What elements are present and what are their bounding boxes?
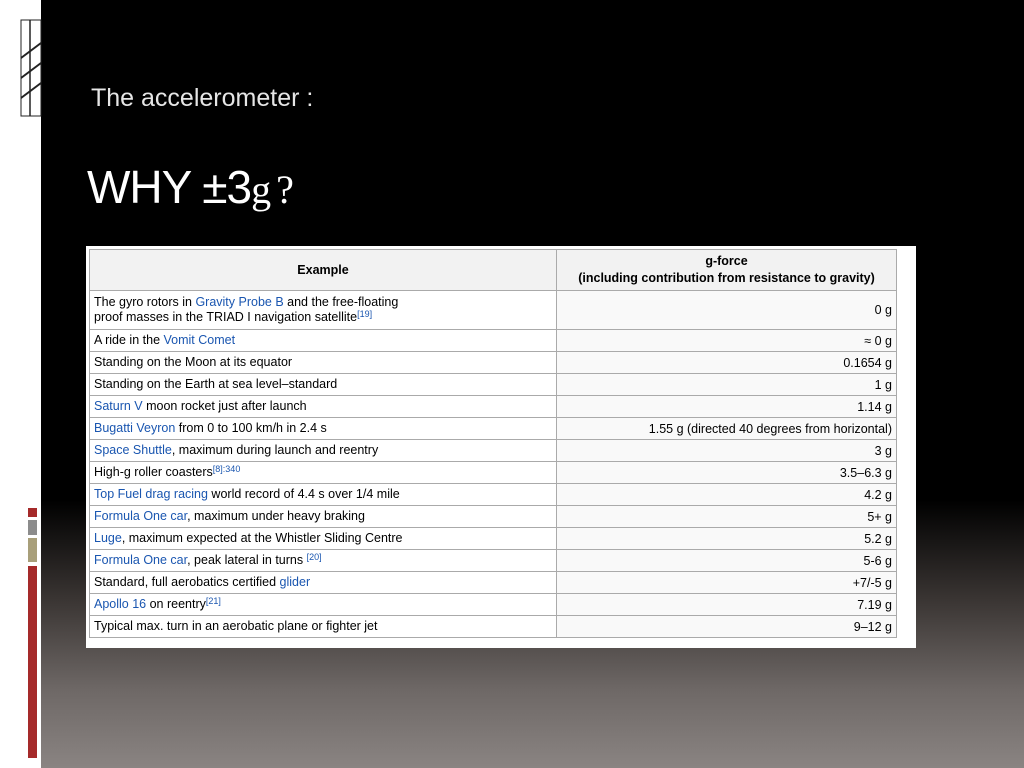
gforce-cell: 7.19 g <box>557 594 897 616</box>
gforce-cell: 5+ g <box>557 506 897 528</box>
example-text: , maximum expected at the Whistler Sliding Centre <box>121 531 403 545</box>
example-text: from 0 to 100 km/h in 2.4 s <box>175 421 327 435</box>
gforce-cell: +7/-5 g <box>557 572 897 594</box>
example-cell <box>90 462 557 484</box>
table-row <box>90 462 897 484</box>
gforce-cell: 0.1654 g <box>557 352 897 374</box>
gforce-table <box>89 249 897 638</box>
table-row <box>90 528 897 550</box>
table-row <box>90 572 897 594</box>
example-cell <box>90 572 557 594</box>
example-cell <box>90 291 557 330</box>
left-accent-bar <box>28 508 37 758</box>
example-text-line2: proof masses in the TRIAD I navigation satellite <box>94 310 358 324</box>
example-text: , maximum during launch and reentry <box>171 443 379 457</box>
example-link[interactable]: glider <box>279 575 311 589</box>
window-pane-icon <box>20 18 42 118</box>
accent-red-top <box>28 508 37 517</box>
gforce-table-image <box>86 246 916 648</box>
example-text: Typical max. turn in an aerobatic plane or fighter jet <box>94 619 378 633</box>
example-link[interactable]: Bugatti Veyron <box>94 421 176 435</box>
title-main: WHY ±3 <box>87 161 252 213</box>
table-row <box>90 374 897 396</box>
example-text: The gyro rotors in <box>94 295 196 309</box>
example-cell <box>90 330 557 352</box>
example-cell <box>90 440 557 462</box>
accent-red-long <box>28 566 37 758</box>
gforce-cell: 3 g <box>557 440 897 462</box>
accent-khaki-block <box>28 538 37 562</box>
example-link[interactable]: Luge <box>94 531 122 545</box>
gforce-cell: 9–12 g <box>557 616 897 638</box>
table-row <box>90 418 897 440</box>
table-row <box>90 440 897 462</box>
table-row <box>90 616 897 638</box>
example-text: Standing on the Moon at its equator <box>94 355 293 369</box>
gforce-cell: 1 g <box>557 374 897 396</box>
example-link[interactable]: Formula One car <box>94 509 188 523</box>
slide-title <box>87 160 293 214</box>
example-text: moon rocket just after launch <box>142 399 307 413</box>
example-cell <box>90 374 557 396</box>
table-row <box>90 330 897 352</box>
header-gforce <box>557 250 897 291</box>
gforce-cell: 1.55 g (directed 40 degrees from horizontal) <box>557 418 897 440</box>
gforce-cell: ≈ 0 g <box>557 330 897 352</box>
gforce-cell: 5.2 g <box>557 528 897 550</box>
example-cell <box>90 396 557 418</box>
table-row <box>90 506 897 528</box>
example-link[interactable]: Vomit Comet <box>163 333 236 347</box>
example-cell <box>90 616 557 638</box>
example-link[interactable]: Top Fuel drag racing <box>94 487 208 501</box>
table-row <box>90 484 897 506</box>
header-example: Example <box>90 250 557 291</box>
example-text: on reentry <box>146 597 206 611</box>
table-row <box>90 291 897 330</box>
example-cell <box>90 352 557 374</box>
header-gforce-line2: (including contribution from resistance to gravity) <box>578 271 875 285</box>
slide-subtitle: The accelerometer : <box>91 84 314 112</box>
example-text: and the free-floating <box>283 295 399 309</box>
example-cell <box>90 484 557 506</box>
example-link[interactable]: Saturn V <box>94 399 143 413</box>
example-text: , maximum under heavy braking <box>187 509 365 523</box>
header-gforce-line1: g-force <box>705 254 748 268</box>
example-cell <box>90 506 557 528</box>
example-text: world record of 4.4 s over 1/4 mile <box>207 487 400 501</box>
example-link[interactable]: Space Shuttle <box>94 443 172 457</box>
gforce-cell: 0 g <box>557 291 897 330</box>
citation-link[interactable]: [8]:340 <box>212 464 241 474</box>
citation-link[interactable]: [20] <box>306 552 322 562</box>
title-unit: g <box>251 167 271 212</box>
table-row <box>90 594 897 616</box>
example-link[interactable]: Formula One car <box>94 553 188 567</box>
example-cell <box>90 594 557 616</box>
example-link[interactable]: Apollo 16 <box>94 597 147 611</box>
example-cell <box>90 528 557 550</box>
table-row <box>90 352 897 374</box>
example-text: Standard, full aerobatics certified <box>94 575 280 589</box>
table-row <box>90 396 897 418</box>
accent-gray-block <box>28 520 37 535</box>
example-link[interactable]: Gravity Probe B <box>195 295 284 309</box>
citation-link[interactable]: [19] <box>357 309 373 319</box>
example-text: High-g roller coasters <box>94 465 213 479</box>
example-text: A ride in the <box>94 333 164 347</box>
example-text: Standing on the Earth at sea level–standard <box>94 377 338 391</box>
table-header-row <box>90 250 897 291</box>
table-row <box>90 550 897 572</box>
title-question: ? <box>276 167 293 212</box>
example-cell <box>90 418 557 440</box>
gforce-cell: 1.14 g <box>557 396 897 418</box>
citation-link[interactable]: [21] <box>205 596 221 606</box>
gforce-cell: 3.5–6.3 g <box>557 462 897 484</box>
example-text: , peak lateral in turns <box>187 553 307 567</box>
gforce-cell: 4.2 g <box>557 484 897 506</box>
gforce-cell: 5-6 g <box>557 550 897 572</box>
example-cell <box>90 550 557 572</box>
